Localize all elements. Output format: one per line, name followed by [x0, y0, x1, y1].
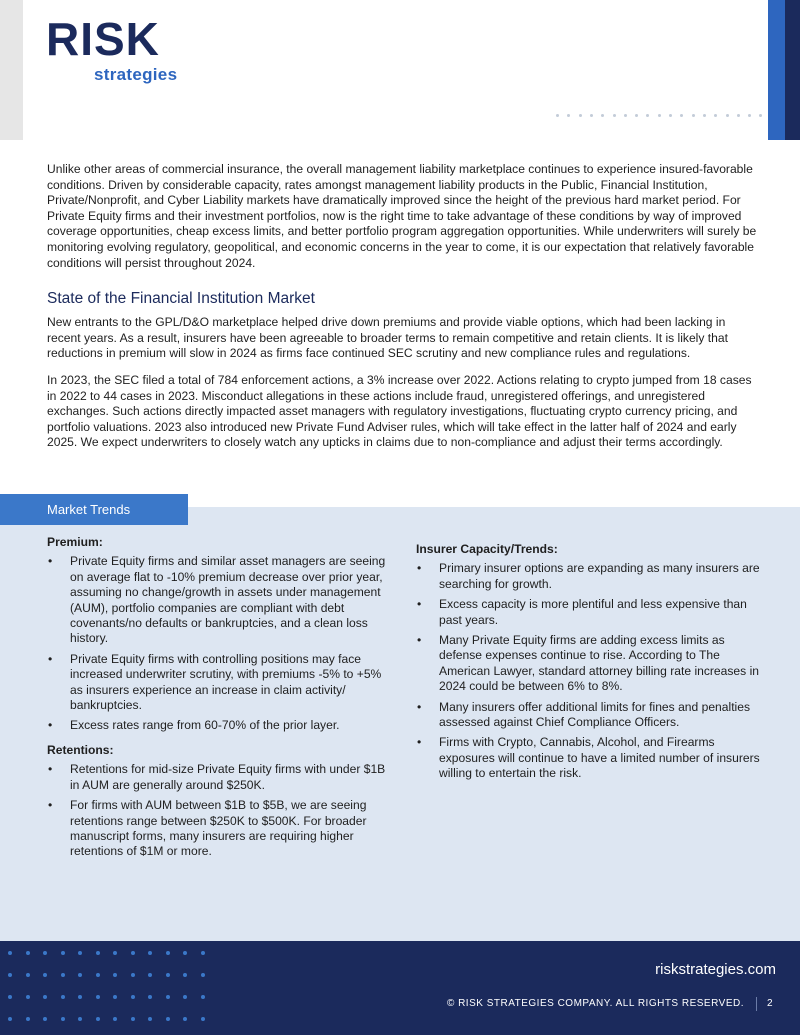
footer-divider: [756, 997, 757, 1011]
header-accent-bar-dark: [785, 0, 800, 140]
footer-copyright: © RISK STRATEGIES COMPANY. ALL RIGHTS RESERVED.: [446, 998, 744, 1009]
decorative-dot: [201, 973, 205, 977]
decorative-dot: [714, 114, 717, 117]
page-footer: [0, 941, 800, 1035]
decorative-dot: [131, 973, 135, 977]
page-header: [0, 0, 800, 140]
decorative-dot: [601, 114, 604, 117]
decorative-dot: [166, 951, 170, 955]
decorative-dot: [8, 951, 12, 955]
premium-list: [47, 554, 387, 733]
decorative-dot: [113, 995, 117, 999]
decorative-dot: [43, 973, 47, 977]
decorative-dot: [26, 973, 30, 977]
decorative-dot: [624, 114, 627, 117]
decorative-dot: [635, 114, 638, 117]
header-dot-pattern: [556, 114, 800, 122]
list-item: • Excess rates range from 60-70% of the prior layer.: [47, 718, 387, 733]
decorative-dot: [8, 1017, 12, 1021]
decorative-dot: [96, 951, 100, 955]
list-item: • Many insurers offer additional limits for fines and penalties assessed against Chief Compliance Officers.: [416, 700, 762, 731]
decorative-dot: [556, 114, 559, 117]
decorative-dot: [131, 995, 135, 999]
market-trends-label: Market Trends: [47, 502, 131, 517]
retentions-heading: Retentions:: [47, 742, 114, 757]
decorative-dot: [183, 951, 187, 955]
decorative-dot: [748, 114, 751, 117]
decorative-dot: [96, 1017, 100, 1021]
decorative-dot: [201, 995, 205, 999]
decorative-dot: [96, 973, 100, 977]
decorative-dot: [201, 1017, 205, 1021]
market-trends-tab: [0, 494, 188, 525]
decorative-dot: [737, 114, 740, 117]
list-item: • Private Equity firms with controlling positions may face increased underwriter scrutiny, with premiums -5% to +5% as insurers experience an increase in claim activity/ bankruptcies.: [47, 652, 387, 714]
list-item: • Excess capacity is more plentiful and less expensive than past years.: [416, 597, 762, 628]
footer-dot-pattern: [8, 951, 208, 1031]
decorative-dot: [680, 114, 683, 117]
decorative-dot: [26, 951, 30, 955]
decorative-dot: [113, 1017, 117, 1021]
decorative-dot: [43, 1017, 47, 1021]
decorative-dot: [183, 1017, 187, 1021]
footer-website-link[interactable]: riskstrategies.com: [655, 961, 776, 978]
decorative-dot: [183, 995, 187, 999]
section-title: State of the Financial Institution Market: [47, 290, 315, 307]
decorative-dot: [703, 114, 706, 117]
decorative-dot: [148, 973, 152, 977]
decorative-dot: [78, 973, 82, 977]
decorative-dot: [131, 951, 135, 955]
decorative-dot: [61, 951, 65, 955]
decorative-dot: [78, 951, 82, 955]
premium-heading: Premium:: [47, 535, 103, 549]
decorative-dot: [43, 995, 47, 999]
decorative-dot: [61, 973, 65, 977]
intro-paragraph: Unlike other areas of commercial insurance, the overall management liability marketplace continues to experience insured-favorable conditions. Driven by considerable capacity, rates amongst management liability products in the Public, Financial Institution, Private/Nonprofit, and Cyber Liability markets have dramatically improved since the height of the previous hard market period. For Private Equity firms and their investment portfolios, now is the right time to take advantage of these conditions by way of improved coverage opportunities, cheap excess limits, and better portfolio program aggregation opportunities. While underwriters will surely be monitoring evolving regulatory, geopolitical, and economic concerns in the year to come, it is our expectation that relatively favorable conditions will persist throughout 2024.: [47, 162, 757, 270]
decorative-dot: [148, 1017, 152, 1021]
decorative-dot: [8, 973, 12, 977]
trends-left-column: [47, 535, 387, 869]
decorative-dot: [183, 973, 187, 977]
decorative-dot: [658, 114, 661, 117]
list-item: • Primary insurer options are expanding as many insurers are searching for growth.: [416, 561, 762, 592]
decorative-dot: [669, 114, 672, 117]
retentions-list: [47, 762, 387, 859]
decorative-dot: [26, 995, 30, 999]
decorative-dot: [646, 114, 649, 117]
decorative-dot: [148, 995, 152, 999]
decorative-dot: [201, 951, 205, 955]
decorative-dot: [692, 114, 695, 117]
risk-strategies-logo: [46, 13, 186, 88]
list-item: • Retentions for mid-size Private Equity firms with under $1B in AUM are generally around $250K.: [47, 762, 387, 793]
decorative-dot: [113, 973, 117, 977]
decorative-dot: [166, 973, 170, 977]
header-grey-tab: [0, 0, 23, 140]
capacity-list: [416, 561, 762, 781]
decorative-dot: [726, 114, 729, 117]
decorative-dot: [759, 114, 762, 117]
section-paragraph-1: New entrants to the GPL/D&O marketplace helped drive down premiums and provide viable options, which had been lacking in recent years. As a result, insurers have been agreeable to broader terms to remain competitive and retain clients. It is likely that reductions in premium will slow in 2024 as firms face continued SEC scrutiny and new compliance rules and regulations.: [47, 315, 728, 361]
trends-right-column: [416, 542, 762, 791]
decorative-dot: [8, 995, 12, 999]
decorative-dot: [166, 1017, 170, 1021]
decorative-dot: [613, 114, 616, 117]
capacity-heading: Insurer Capacity/Trends:: [416, 542, 558, 556]
decorative-dot: [166, 995, 170, 999]
decorative-dot: [567, 114, 570, 117]
logo-main-text: RISK: [46, 13, 160, 65]
decorative-dot: [26, 1017, 30, 1021]
decorative-dot: [61, 995, 65, 999]
decorative-dot: [131, 1017, 135, 1021]
logo-sub-text: strategies: [94, 65, 178, 84]
list-item: • For firms with AUM between $1B to $5B, we are seeing retentions range between $250K to $500K. For broader manuscript forms, many insurers are requiring higher retentions of $1M or more.: [47, 798, 387, 860]
header-accent-bar: [768, 0, 785, 140]
decorative-dot: [43, 951, 47, 955]
decorative-dot: [590, 114, 593, 117]
section-paragraph-2: In 2023, the SEC filed a total of 784 enforcement actions, a 3% increase over 2022. Actions relating to crypto jumped from 18 cases in 2022 to 44 cases in 2023. Misconduct allegations in these actions include fraud, unregistered offerings, and unregistered exchanges. Such actions directly impacted asset managers with regulatory investigations, fluctuating crypto currency pricing, and portfolio valuations. 2023 also introduced new Private Fund Adviser rules, which will take effect in the latter half of 2024 and early 2025. We expect underwriters to closely watch any upticks in claims due to non-compliance and adjust their terms accordingly.: [47, 373, 752, 450]
decorative-dot: [96, 995, 100, 999]
list-item: • Private Equity firms and similar asset managers are seeing on average flat to -10% premium decrease over prior year, assuming no change/growth in assets under management (AUM), portfolio companies are compliant with debt covenants/no defaults or bankruptcies, and a clean loss history.: [47, 554, 387, 646]
decorative-dot: [148, 951, 152, 955]
decorative-dot: [113, 951, 117, 955]
decorative-dot: [579, 114, 582, 117]
page-number: 2: [767, 998, 773, 1009]
list-item: • Firms with Crypto, Cannabis, Alcohol, and Firearms exposures will continue to have a limited number of insurers willing to entertain the risk.: [416, 735, 762, 781]
decorative-dot: [78, 995, 82, 999]
decorative-dot: [78, 1017, 82, 1021]
decorative-dot: [61, 1017, 65, 1021]
list-item: • Many Private Equity firms are adding excess limits as defense expenses continue to rise. According to The American Lawyer, standard attorney billing rate increases in 2024 could be between 6% to 8%.: [416, 633, 762, 695]
